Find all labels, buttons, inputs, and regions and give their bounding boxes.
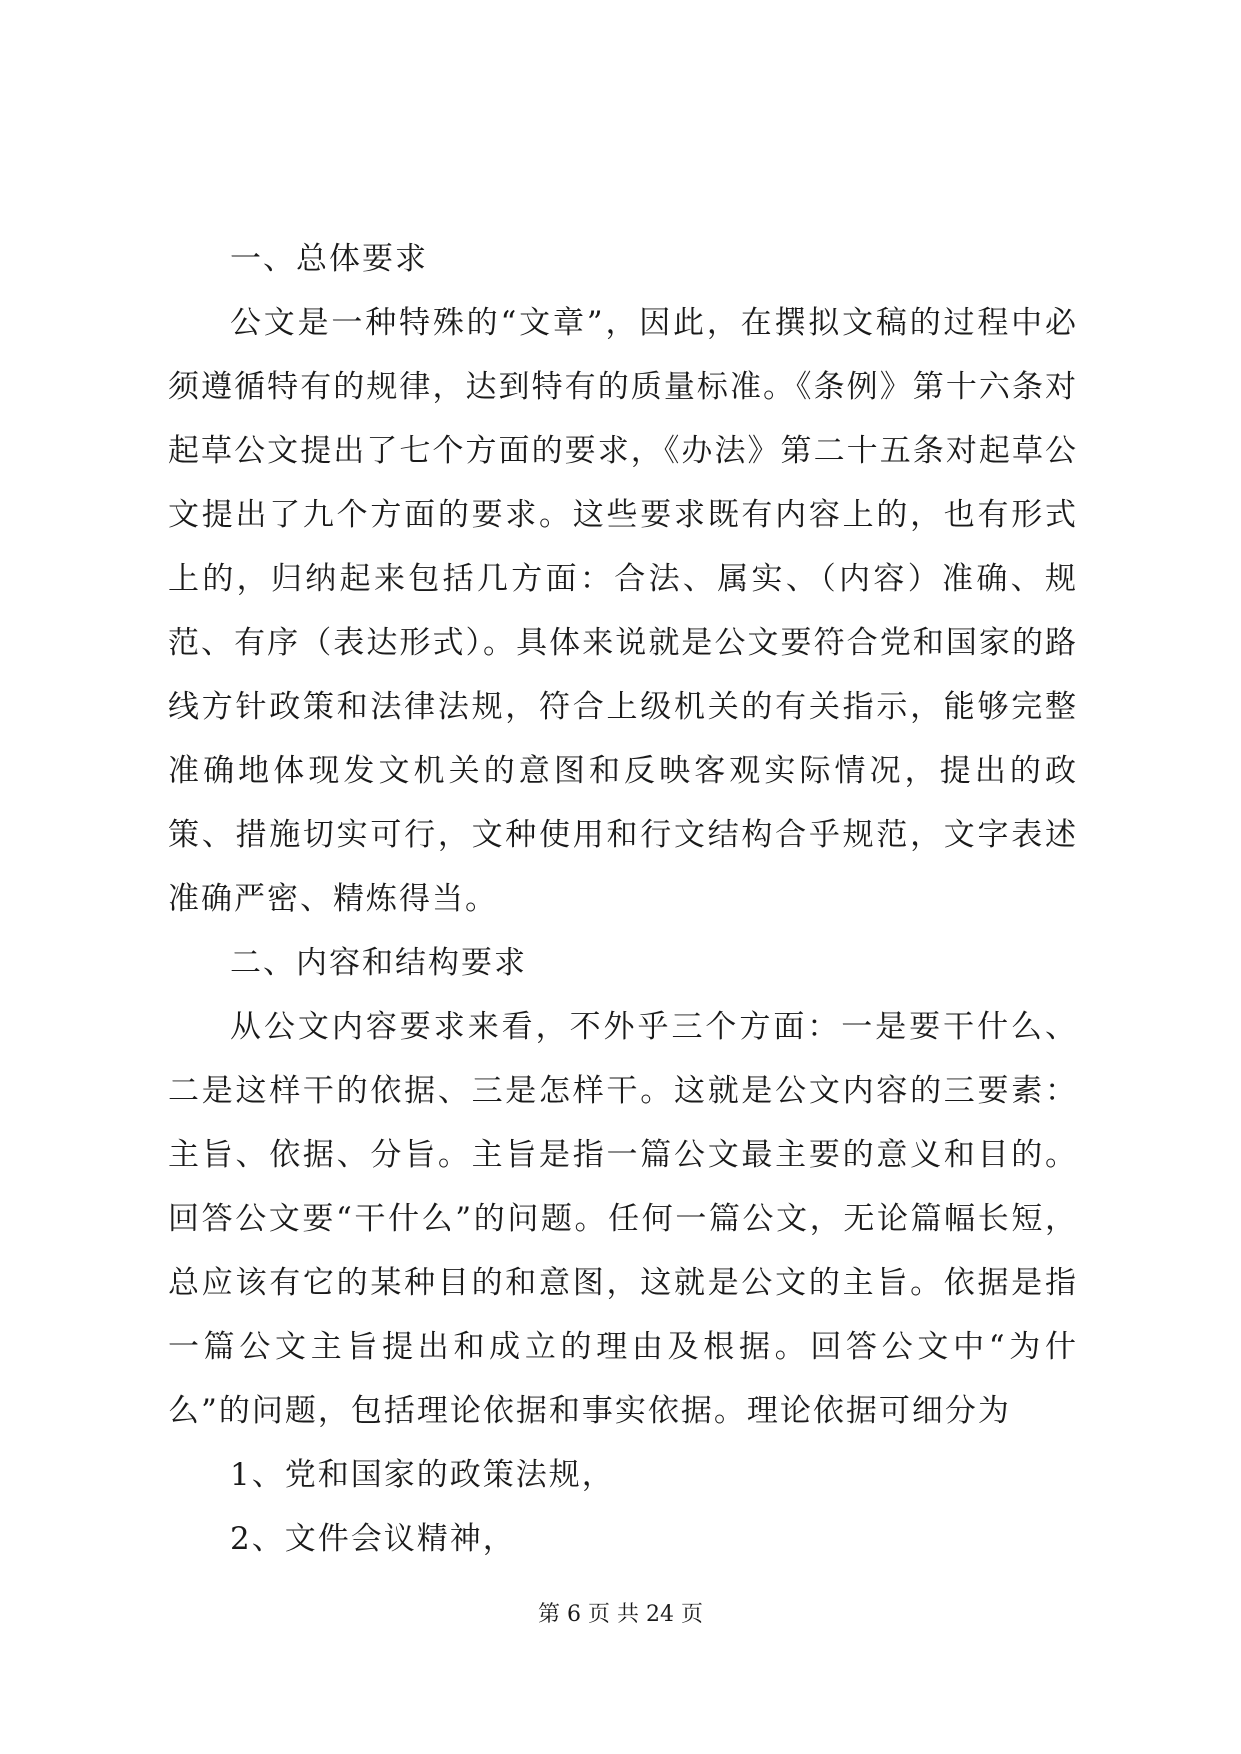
section-heading-content-structure: 二、内容和结构要求 — [230, 945, 527, 981]
list-item: 2、文件会议精神， — [230, 1521, 516, 1557]
document-body — [168, 227, 1078, 1571]
list-item: 1、党和国家的政策法规， — [230, 1457, 615, 1493]
section-heading-general-requirements: 一、总体要求 — [230, 241, 428, 277]
body-paragraph: 从公文内容要求来看，不外乎三个方面：一是要干什么、二是这样干的依据、三是怎样干。这就是公文内容的三要素：主旨、依据、分旨。主旨是指一篇公文最主要的意义和目的。回答公文要“干什么”的问题。任何一篇公文，无论篇幅长短，总应该有它的某种目的和意图，这就是公文的主旨。依据是指一篇公文主旨提出和成立的理由及根据。回答公文中“为什么”的问题，包括理论依据和事实依据。理论依据可细分为 — [168, 1009, 1078, 1429]
body-paragraph: 公文是一种特殊的“文章”，因此，在撰拟文稿的过程中必须遵循特有的规律，达到特有的质量标准。《条例》第十六条对起草公文提出了七个方面的要求，《办法》第二十五条对起草公文提出了九个方面的要求。这些要求既有内容上的，也有形式上的，归纳起来包括几方面：合法、属实、（内容）准确、规范、有序（表达形式）。具体来说就是公文要符合党和国家的路线方针政策和法律法规，符合上级机关的有关指示，能够完整准确地体现发文机关的意图和反映客观实际情况，提出的政策、措施切实可行，文种使用和行文结构合乎规范，文字表述准确严密、精炼得当。 — [168, 305, 1078, 917]
page-number-footer: 第 6 页 共 24 页 — [538, 1602, 703, 1627]
